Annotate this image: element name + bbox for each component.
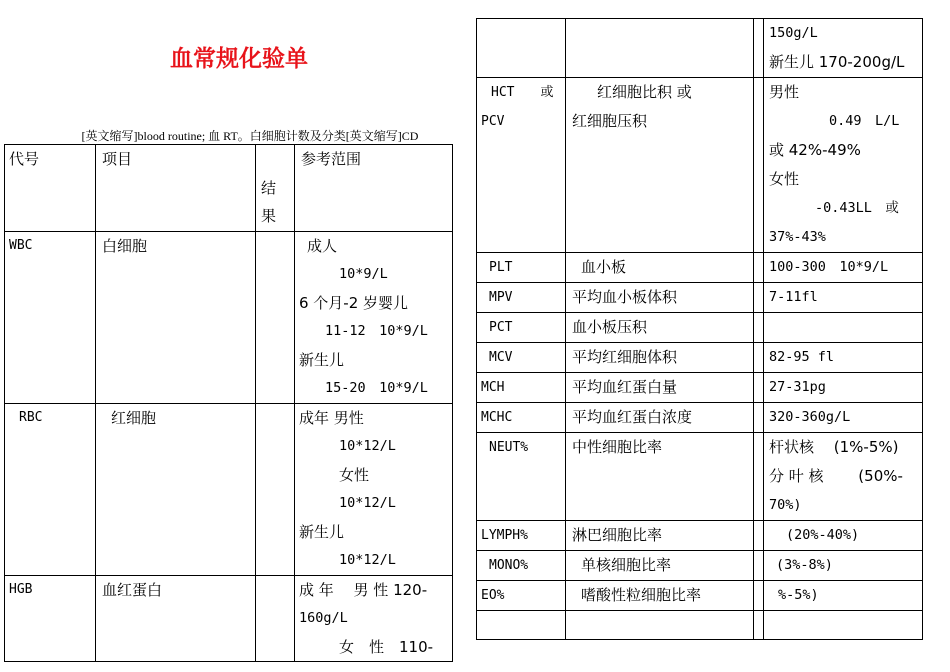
item-cell: 红细胞比积 或 红细胞压积 [566, 78, 754, 253]
code-cell: PLT [477, 253, 566, 283]
item-cell: 白细胞 [96, 231, 256, 403]
ref-cell: 男性 0.49 L/L 或 42%-49% 女性 -0.43LL 或 37%-43% [764, 78, 923, 253]
item-cell: 血小板 [566, 253, 754, 283]
table-row [477, 403, 923, 433]
result-cell [754, 253, 764, 283]
table-row [477, 78, 923, 253]
result-cell [754, 313, 764, 343]
ref-cell: 成人 10*9/L 6 个月-2 岁婴儿 11-12 10*9/L 新生儿 15-20 10*9/L [295, 231, 453, 403]
table-row [477, 19, 923, 78]
item-cell: 嗜酸性粒细胞比率 [566, 581, 754, 611]
ref-cell: 100-300 10*9/L [764, 253, 923, 283]
ref-cell: 320-360g/L [764, 403, 923, 433]
code-cell: WBC [5, 231, 96, 403]
result-cell [754, 433, 764, 521]
table-row [477, 551, 923, 581]
code-cell: PCT [477, 313, 566, 343]
item-cell: 平均血红蛋白量 [566, 373, 754, 403]
code-cell: MCHC [477, 403, 566, 433]
header-ref: 参考范围 [295, 145, 453, 232]
ref-cell [764, 611, 923, 640]
code-cell: MCV [477, 343, 566, 373]
item-cell: 单核细胞比率 [566, 551, 754, 581]
item-cell: 平均血红蛋白浓度 [566, 403, 754, 433]
code-cell: MPV [477, 283, 566, 313]
code-cell: HGB [5, 575, 96, 662]
ref-cell: (3%-8%) [764, 551, 923, 581]
code-cell [477, 611, 566, 640]
header-item: 项目 [96, 145, 256, 232]
result-cell [754, 78, 764, 253]
header-code: 代号 [5, 145, 96, 232]
table-row [5, 575, 453, 662]
ref-cell: (20%-40%) [764, 521, 923, 551]
table-row [477, 581, 923, 611]
result-cell [754, 19, 764, 78]
code-cell: MCH [477, 373, 566, 403]
left-table [4, 144, 453, 662]
table-row [477, 521, 923, 551]
result-cell [754, 581, 764, 611]
code-cell: HCT 或 PCV [477, 78, 566, 253]
code-cell: RBC [5, 403, 96, 575]
ref-cell: 杆状核 (1%-5%) 分 叶 核 (50%- 70%) [764, 433, 923, 521]
item-cell [566, 611, 754, 640]
table-row-empty [477, 611, 923, 640]
result-cell [754, 521, 764, 551]
code-cell: NEUT% [477, 433, 566, 521]
item-cell: 平均红细胞体积 [566, 343, 754, 373]
subtitle: [英文缩写]blood routine; 血 RT。白细胞计数及分类[英文缩写]CD [81, 129, 419, 143]
ref-cell: 成 年 男 性 120- 160g/L 女 性 110- [295, 575, 453, 662]
result-cell [754, 373, 764, 403]
table-row [477, 313, 923, 343]
item-cell [566, 19, 754, 78]
ref-cell: 7-11fl [764, 283, 923, 313]
result-cell [256, 403, 295, 575]
result-cell [754, 611, 764, 640]
right-table [476, 18, 923, 640]
result-cell [754, 343, 764, 373]
ref-cell: 150g/L 新生儿 170-200g/L [764, 19, 923, 78]
code-cell: LYMPH% [477, 521, 566, 551]
result-cell [754, 551, 764, 581]
item-cell: 中性细胞比率 [566, 433, 754, 521]
header-result: 结 果 [256, 145, 295, 232]
code-cell: MONO% [477, 551, 566, 581]
table-row [5, 231, 453, 403]
result-cell [754, 403, 764, 433]
ref-cell: 成年 男性 10*12/L 女性 10*12/L 新生儿 10*12/L [295, 403, 453, 575]
item-cell: 淋巴细胞比率 [566, 521, 754, 551]
code-cell: EO% [477, 581, 566, 611]
table-row [5, 403, 453, 575]
item-cell: 红细胞 [96, 403, 256, 575]
result-cell [256, 231, 295, 403]
table-row [477, 343, 923, 373]
table-row [477, 373, 923, 403]
table-row [477, 253, 923, 283]
result-cell [754, 283, 764, 313]
item-cell: 血红蛋白 [96, 575, 256, 662]
ref-cell [764, 313, 923, 343]
ref-cell: 82-95 fl [764, 343, 923, 373]
ref-cell: %-5%) [764, 581, 923, 611]
table-row [477, 283, 923, 313]
ref-cell: 27-31pg [764, 373, 923, 403]
table-row [477, 433, 923, 521]
item-cell: 血小板压积 [566, 313, 754, 343]
page-title: 血常规化验单 [170, 45, 308, 72]
result-cell [256, 575, 295, 662]
item-cell: 平均血小板体积 [566, 283, 754, 313]
header-row [5, 145, 453, 232]
code-cell [477, 19, 566, 78]
